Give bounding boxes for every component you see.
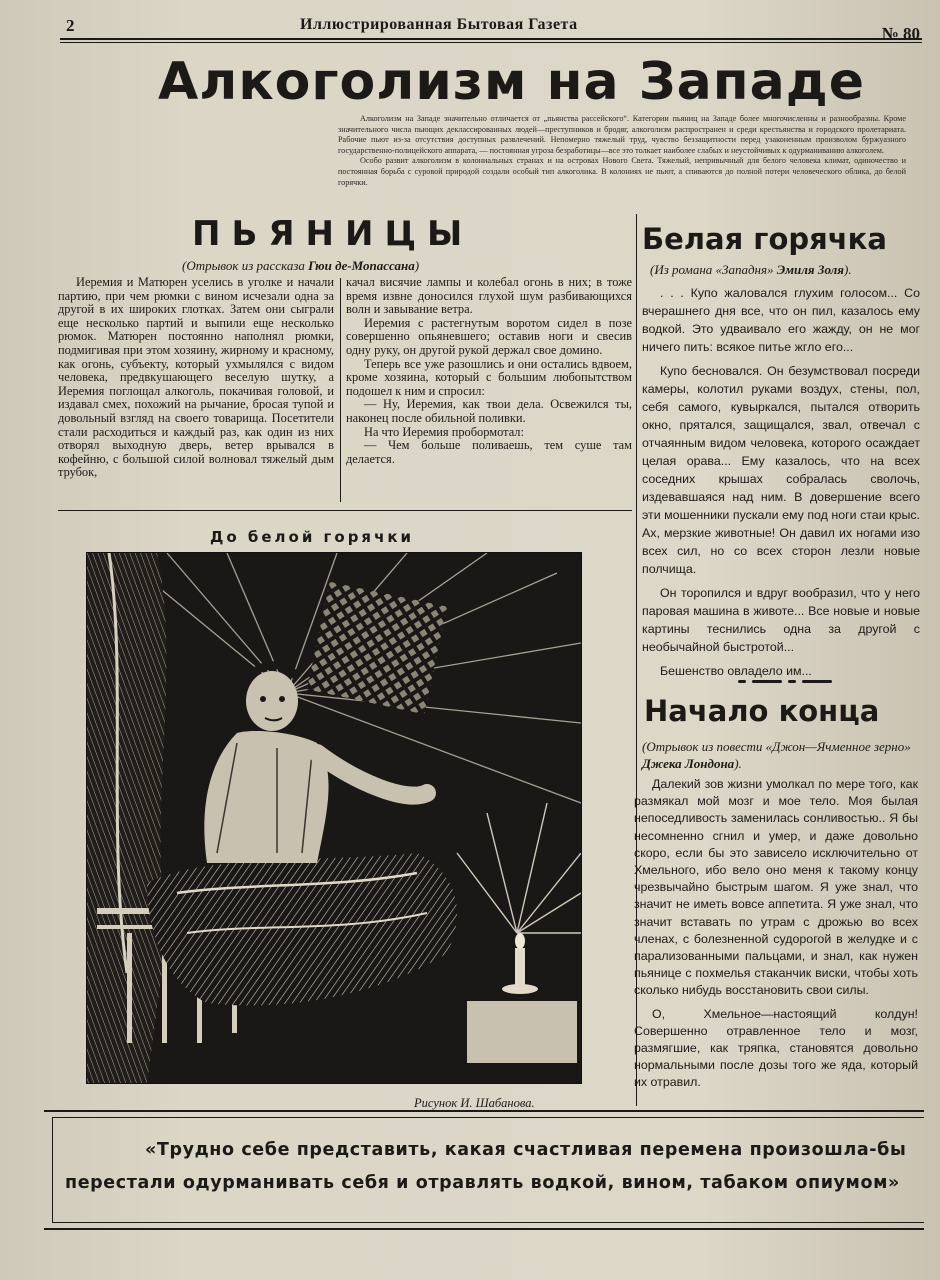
newspaper-title: Иллюстрированная Бытовая Газета bbox=[300, 16, 578, 33]
article-column bbox=[346, 276, 632, 466]
article-column bbox=[642, 284, 920, 686]
article-column bbox=[634, 776, 918, 1098]
article-source-end: (Отрывок из повести «Джон—Ячменное зерно» Джека Лондона). bbox=[642, 739, 911, 771]
article-title-delirium: Белая горячка bbox=[642, 222, 887, 256]
article-paragraph: — Ну, Иеремия, как твои дела. Освежился ты, наконец после обильной поливки. bbox=[346, 397, 632, 425]
article-paragraph: Иеремия с растегнутым воротом сидел в позе совершенно опьяневшего; оставив ноги и свесив одну руку, он другой рукой держал свое домино. bbox=[346, 315, 632, 357]
intro-text bbox=[338, 114, 906, 188]
source-author: Эмиля Золя bbox=[776, 262, 844, 277]
quote-line-1: «Трудно себе представить, какая счастливая перемена произошла-бы bbox=[145, 1140, 907, 1160]
article-paragraph: На что Иеремия пробормотал: bbox=[364, 424, 524, 439]
intro-paragraph: Особо развит алкоголизм в колониальных странах и на островах Нового Света. Тяжелый, непривычный для белого человека климат, одиночество и постоянная борьба с суровой природой создали особый тип алкоголика. В колониях не пьют, а спиваются до полной потери человеческого облика, до белой горячки. bbox=[338, 156, 906, 187]
article-paragraph: Он торопился и вдруг вообразил, что у него паровая машина в животе... Все новые и новые картины теснились одна за другой с необычайной быстротой... bbox=[642, 586, 920, 654]
article-paragraph: — Чем больше поливаешь, тем суше там делается. bbox=[346, 438, 632, 466]
article-source-drunkards: (Отрывок из рассказа Гюи де-Мопассана) bbox=[182, 258, 420, 273]
section-rule bbox=[58, 510, 632, 511]
source-author: Джека Лондона bbox=[642, 756, 735, 771]
quote-box bbox=[44, 1110, 924, 1230]
source-author: Гюи де-Мопассана bbox=[308, 258, 415, 273]
article-paragraph: . . . Купо жаловался глухим голосом... Со вчерашнего дня все, что он пил, казалось ему водкой. Это удваивало его жажду, он не мог ничего пить: всякое питье жгло его... bbox=[642, 286, 920, 354]
article-title-end: Начало конца bbox=[644, 694, 880, 728]
issue-number: № 80 bbox=[881, 24, 920, 43]
header-rule bbox=[60, 38, 922, 40]
intro-paragraph: Алкоголизм на Западе значительно отличается от „пьянства рассейского“. Категории пьяниц на Западе более многочисленны и разнообразны. Кроме значительного числа пьющих деклассированных людей—преступников и бродяг, алкоголизм распространен и среди крестьянства и городского пролетариата. Рабочие пьют из-за отсутствия доступных развлечений. Непомерно тяжелый труд, чувство беззащитности перед узаконенным произволом буржуазного государственно-полицейского аппарата, — постоянная угроза безработицы—все это толкает наиболее слабых и неустойчивых к одурманиванию алкоголем. bbox=[338, 114, 906, 155]
article-column bbox=[58, 276, 334, 480]
illustration-credit: Рисунок И. Шабанова. bbox=[414, 1096, 535, 1110]
running-header bbox=[60, 14, 920, 43]
article-paragraph: Бешенство овладело им... bbox=[660, 664, 812, 678]
article-paragraph: качал висячие лампы и колебал огонь в них; в тоже время извне доносился глухой шум разбивающихся волн и завывание ветра. bbox=[346, 275, 632, 317]
quote-frame bbox=[52, 1117, 924, 1223]
article-paragraph: Теперь все уже разошлись и они остались вдвоем, кроме хозяина, который с большим любопытством подошел к ним и спросил: bbox=[346, 356, 632, 398]
header-rule-thin bbox=[60, 42, 922, 43]
article-paragraph: Иеремия и Матюрен уселись в уголке и начали партию, при чем рюмки с вином исчезали одна за другой в их широких глотках. Затем они сыграли еще несколько партий и выпили еще несколько рюмок. Матюрен постоянно наполнял рюмки, подмигивая при этом хозяину, жирному и красному, как огонь, субъекту, который ухмылялся с видом человека, предвкушающего веселую шутку, а Иеремия поглощал алкоголь, покачивая головой, и издавал смех, похожий на рычание, бросая тупой и довольный взгляд на своего товарища. Посетители стали расходиться и каждый раз, как один из них отворял выходную дверь, ветер врывался в кофейню, с большой силой волновал тяжелый дым трубок, bbox=[58, 275, 334, 480]
page-headline: Алкоголизм на Западе bbox=[158, 52, 866, 112]
article-paragraph: Купо бесновался. Он безумствовал посреди камеры, колотил руками воздух, стены, пол, себя самого, кувыркался, пытался отворить окно, прятался, защищался, звал, отвечал с отчаянным видом человека, которого осаждает целая орава... Ему казалось, что на всех соседних крышах собралась сволочь, издевавшаяся над ним. В довершение всего эти мошенники пускали ему под ноги стаи крыс. Ах, мерзкие животные! Он давил их ногами изо всех сил, но со всех сторон лезли новые полчища. bbox=[642, 364, 920, 576]
ornament-divider bbox=[738, 678, 838, 684]
woodcut-illustration bbox=[86, 552, 582, 1084]
page-number: 2 bbox=[66, 16, 75, 35]
illustration-title: До белой горячки bbox=[210, 528, 415, 546]
article-paragraph: Далекий зов жизни умолкал по мере того, как размякал мой мозг и мое тело. Моя былая непоседливость заменилась сонливостью.. Я бы несомненно сгнил и умер, и даже довольно скоро, если бы это зависело исключительно от Хмельного, ибо вело оно меня к такому концу чрезвычайно быстрым шагом. Я уже знал, что значит не иметь вовсе аппетита. Я уже знал, что значит вставать по утрам с дрожью во всех членах, с болезненной судорогой в желудке и с парализованными пальцами, и знал, как нужен пьянице с похмелья стаканчик виски, чтобы хоть сколько нибудь восстановить свои силы. bbox=[634, 777, 918, 998]
article-paragraph: О, Хмельное—настоящий колдун! Совершенно отравленное тело и мозг, размягшие, как тряпка, становятся довольно нормальными после дозы того же яда, который их отравил. bbox=[634, 1006, 918, 1090]
article-source-delirium: (Из романа «Западня» Эмиля Золя). bbox=[650, 262, 852, 277]
column-rule bbox=[340, 278, 341, 502]
quote-line-2: перестали одурманивать себя и отравлять водкой, вином, табаком опиумом» bbox=[65, 1173, 900, 1193]
article-title-drunkards: ПЬЯНИЦЫ bbox=[192, 214, 474, 254]
drunk-man-on-bed-illustration bbox=[87, 553, 581, 1083]
